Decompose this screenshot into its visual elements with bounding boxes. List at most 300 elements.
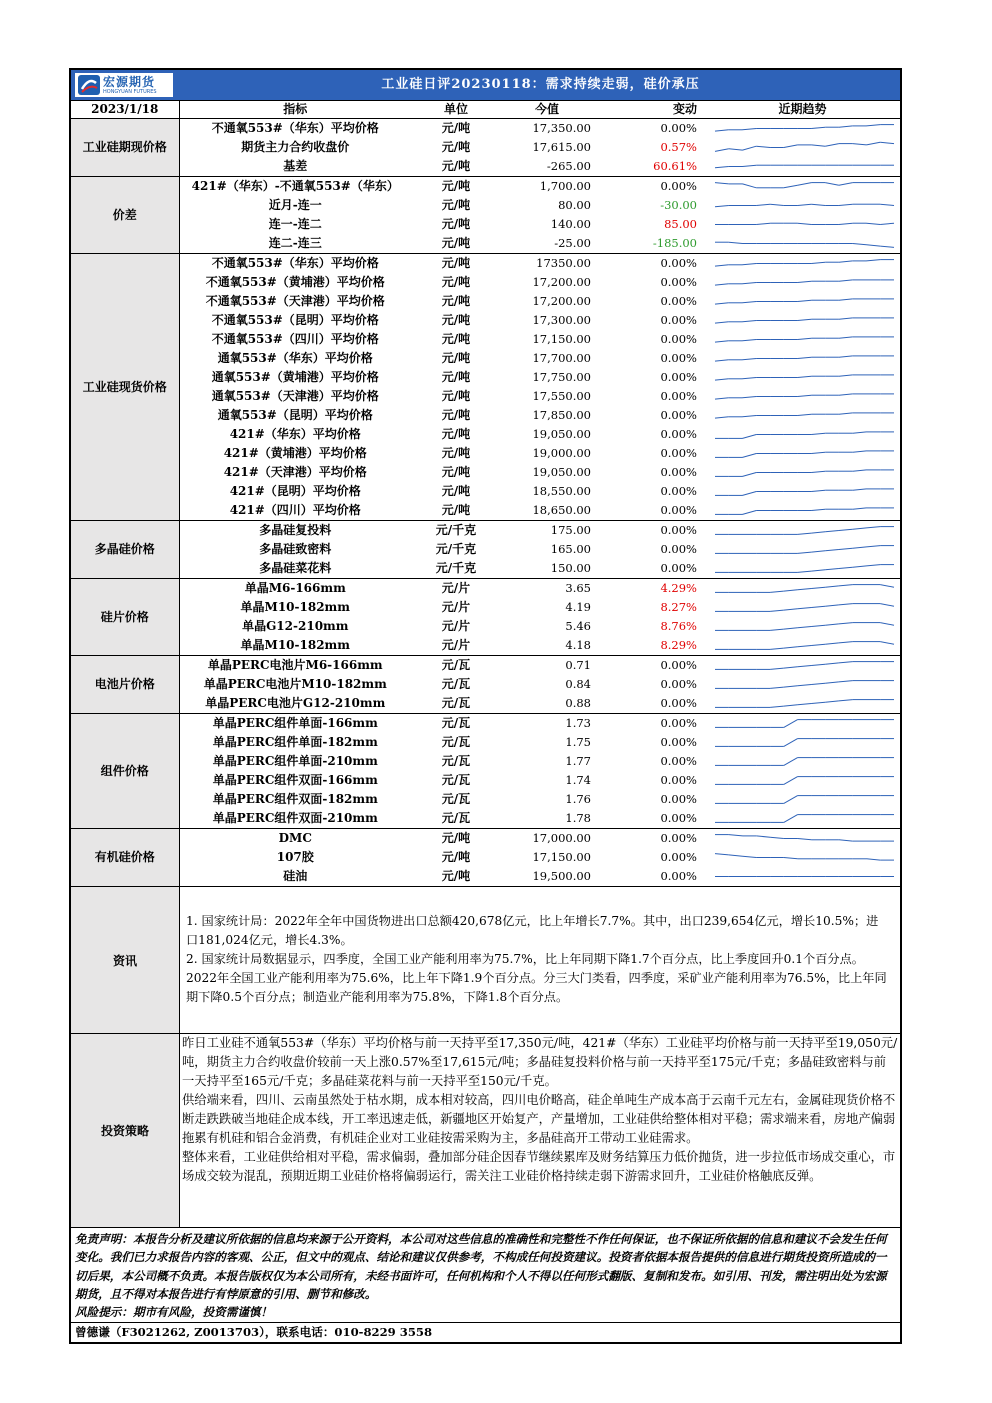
sparkline-segment xyxy=(743,416,757,417)
category-cell: 电池片价格 xyxy=(71,656,179,714)
trend-sparkline xyxy=(713,810,896,827)
change-cell: 0.00% xyxy=(660,773,697,787)
change-cell: 0.00% xyxy=(660,503,697,517)
unit-cell: 元/吨 xyxy=(441,217,471,231)
sparkline-segment xyxy=(743,146,757,150)
trend-cell xyxy=(705,387,900,406)
unit-cell: 元/吨 xyxy=(411,829,501,849)
table-row xyxy=(71,463,900,482)
sparkline-segment xyxy=(867,223,881,224)
sparkline-segment xyxy=(839,204,853,205)
value-cell: 4.19 xyxy=(565,600,591,614)
company-logo xyxy=(75,73,173,97)
trend-sparkline xyxy=(713,868,896,885)
news-label: 资讯 xyxy=(71,887,180,1033)
unit-cell: 元/瓦 xyxy=(441,811,471,825)
trend-cell xyxy=(705,694,900,714)
title-bar xyxy=(71,70,900,101)
sparkline-segment xyxy=(811,625,825,626)
sparkline-segment xyxy=(756,223,770,224)
change-cell: 0.00% xyxy=(593,119,705,139)
change-cell: 0.00% xyxy=(660,696,697,710)
indicator-cell: 单晶G12-210mm xyxy=(242,619,349,633)
sparkline-segment xyxy=(743,454,757,458)
change-cell: -185.00 xyxy=(652,236,697,250)
sparkline-segment xyxy=(839,280,853,281)
trend-cell xyxy=(705,752,900,771)
unit-cell: 元/片 xyxy=(411,579,501,599)
logo-text-en: HONGYUAN FUTURES xyxy=(103,88,157,95)
table-row xyxy=(71,330,900,349)
table-row xyxy=(71,349,900,368)
trend-sparkline xyxy=(713,483,896,500)
change-cell: -30.00 xyxy=(660,198,697,212)
trend-sparkline xyxy=(713,849,896,866)
disclaimer xyxy=(71,1227,900,1322)
sparkline-segment xyxy=(784,758,798,766)
unit-cell: 元/片 xyxy=(441,600,471,614)
value-cell: 19,050.00 xyxy=(532,427,591,441)
sparkline-segment xyxy=(743,378,757,379)
unit-cell: 元/千克 xyxy=(411,521,501,541)
trend-sparkline xyxy=(713,255,896,272)
sparkline-segment xyxy=(839,642,853,643)
table-row xyxy=(71,368,900,387)
sparkline-segment xyxy=(798,300,812,301)
sparkline-segment xyxy=(770,668,784,669)
value-cell: 17,200.00 xyxy=(532,294,591,308)
unit-cell: 元/瓦 xyxy=(411,714,501,734)
change-cell: 4.29% xyxy=(593,579,705,599)
unit-cell: 元/吨 xyxy=(441,236,471,250)
value-cell: 19,500.00 xyxy=(532,869,591,883)
table-row xyxy=(71,867,900,886)
sparkline-segment xyxy=(743,340,757,341)
trend-sparkline xyxy=(713,445,896,462)
indicator-cell: 单晶PERC组件单面-166mm xyxy=(179,714,411,734)
sparkline-segment xyxy=(811,433,825,434)
trend-cell xyxy=(705,406,900,425)
trend-sparkline xyxy=(713,407,896,424)
indicator-cell: 硅油 xyxy=(283,869,308,883)
unit-cell: 元/吨 xyxy=(441,332,471,346)
trend-cell xyxy=(705,675,900,694)
sparkline-segment xyxy=(867,125,881,126)
sparkline-segment xyxy=(867,546,881,547)
sparkline-segment xyxy=(853,489,867,490)
strategy-text xyxy=(180,1034,900,1227)
sparkline-segment xyxy=(770,687,784,688)
change-cell: 0.00% xyxy=(660,370,697,384)
category-cell: 多晶硅价格 xyxy=(71,521,179,579)
table-row xyxy=(71,196,900,215)
indicator-cell: 期货主力合约收盘价 xyxy=(241,140,350,154)
logo-text-cn: 宏源期货 xyxy=(103,74,156,89)
sparkline-segment xyxy=(825,701,839,702)
table-row xyxy=(71,733,900,752)
sparkline-segment xyxy=(784,858,798,859)
change-cell: 85.00 xyxy=(664,217,697,231)
table-row xyxy=(71,157,900,177)
strategy-paragraph: 供给端来看，四川、云南虽然处于枯水期，成本相对较高，四川电价略高，硅企单吨生产成本高于云南千元左右，金属硅现货价格不断走跌跌破当地硅企成本线，开工率迅速走低，新疆地区开始复产，产量增加，工业硅供给整体相对平稳；需求端来看，房地产偏弱拖累有机硅和铝合金消费，有机硅企业对工业硅按需采购为主，多晶硅高开工带动工业硅需求。 xyxy=(182,1093,896,1145)
sparkline-segment xyxy=(743,397,757,398)
sparkline-segment xyxy=(839,318,853,319)
trend-cell xyxy=(705,559,900,579)
table-row xyxy=(71,771,900,790)
sparkline-segment xyxy=(798,608,812,609)
trend-cell xyxy=(705,867,900,886)
sparkline-segment xyxy=(729,242,743,243)
sparkline-segment xyxy=(715,284,729,285)
change-cell: 0.00% xyxy=(660,561,697,575)
trend-cell xyxy=(705,790,900,809)
trend-cell xyxy=(705,771,900,790)
indicator-cell: 基差 xyxy=(283,159,308,173)
table-row xyxy=(71,387,900,406)
indicator-cell: 通氧553#（天津港）平均价格 xyxy=(211,389,379,403)
sparkline-segment xyxy=(811,606,825,607)
sparkline-segment xyxy=(811,127,825,128)
sparkline-segment xyxy=(715,398,729,399)
sparkline-segment xyxy=(798,533,812,534)
sparkline-segment xyxy=(743,321,757,322)
sparkline-segment xyxy=(839,529,853,530)
sparkline-segment xyxy=(811,452,825,453)
value-cell: 140.00 xyxy=(550,217,591,231)
sparkline-segment xyxy=(743,856,757,857)
sparkline-segment xyxy=(811,683,825,684)
unit-cell: 元/吨 xyxy=(411,177,501,197)
sparkline-segment xyxy=(825,682,839,683)
unit-cell: 元/吨 xyxy=(411,254,501,274)
header-date: 2023/1/18 xyxy=(71,101,179,119)
trend-sparkline xyxy=(713,830,896,847)
table-row xyxy=(71,482,900,501)
sparkline-segment xyxy=(715,379,729,380)
strategy-section xyxy=(71,1033,900,1227)
sparkline-segment xyxy=(839,394,853,395)
change-cell: 60.61% xyxy=(653,159,697,173)
value-cell: 4.18 xyxy=(565,638,591,652)
sparkline-segment xyxy=(770,629,784,630)
sparkline-segment xyxy=(784,185,798,188)
trend-cell xyxy=(705,598,900,617)
value-cell: 17,700.00 xyxy=(532,351,591,365)
sparkline-segment xyxy=(715,417,729,418)
sparkline-segment xyxy=(811,570,825,571)
indicator-cell: 421#（华东）-不通氧553#（华东） xyxy=(179,177,411,197)
sparkline-segment xyxy=(784,667,798,668)
trend-sparkline xyxy=(713,522,896,539)
sparkline-segment xyxy=(743,283,757,284)
table-row xyxy=(71,675,900,694)
sparkline-segment xyxy=(715,854,729,855)
value-cell: 0.84 xyxy=(565,677,591,691)
sparkline-segment xyxy=(784,686,798,687)
change-cell: 0.00% xyxy=(660,850,697,864)
value-cell: 17,150.00 xyxy=(532,850,591,864)
value-cell: 17,200.00 xyxy=(532,275,591,289)
sparkline-segment xyxy=(715,183,729,184)
table-row xyxy=(71,406,900,425)
sparkline-segment xyxy=(715,322,729,323)
value-cell: 3.65 xyxy=(501,579,593,599)
indicator-cell: 单晶PERC电池片G12-210mm xyxy=(205,696,386,710)
risk-warning: 风险提示：期市有风险，投资需谨慎！ xyxy=(75,1305,273,1320)
trend-cell xyxy=(705,330,900,349)
unit-cell: 元/吨 xyxy=(441,427,471,441)
change-cell: 0.00% xyxy=(660,446,697,460)
sparkline-segment xyxy=(798,357,812,358)
change-cell: 0.00% xyxy=(593,521,705,541)
value-cell: 17,750.00 xyxy=(532,370,591,384)
sparkline-segment xyxy=(839,585,853,586)
trend-sparkline xyxy=(713,216,896,233)
unit-cell: 元/吨 xyxy=(441,370,471,384)
sparkline-segment xyxy=(715,265,729,266)
contact-info: 曾德谦（F3021262, Z0013703），联系电话：010-8229 3558 xyxy=(71,1322,900,1342)
sparkline-segment xyxy=(743,302,757,303)
unit-cell: 元/吨 xyxy=(441,869,471,883)
sparkline-segment xyxy=(839,700,853,701)
indicator-cell: 单晶PERC组件单面-210mm xyxy=(212,754,378,768)
sparkline-segment xyxy=(784,815,798,823)
table-row xyxy=(71,177,900,197)
sparkline-segment xyxy=(784,796,798,804)
trend-cell xyxy=(705,349,900,368)
sparkline-segment xyxy=(798,589,812,590)
sparkline-segment xyxy=(798,376,812,377)
indicator-cell: 421#（黄埔港）平均价格 xyxy=(223,446,367,460)
sparkline-segment xyxy=(798,395,812,396)
category-cell: 价差 xyxy=(71,177,179,254)
sparkline-segment xyxy=(715,130,729,131)
value-cell: -25.00 xyxy=(554,236,591,250)
unit-cell: 元/瓦 xyxy=(441,735,471,749)
table-row xyxy=(71,292,900,311)
change-cell: 8.29% xyxy=(660,638,697,652)
trend-cell xyxy=(705,809,900,829)
unit-cell: 元/瓦 xyxy=(441,792,471,806)
unit-cell: 元/吨 xyxy=(441,408,471,422)
value-cell: 1.73 xyxy=(501,714,593,734)
sparkline-segment xyxy=(880,585,894,588)
sparkline-segment xyxy=(867,527,881,528)
trend-sparkline xyxy=(713,753,896,770)
unit-cell: 元/吨 xyxy=(441,159,471,173)
sparkline-segment xyxy=(770,837,784,838)
sparkline-segment xyxy=(715,303,729,304)
sparkline-segment xyxy=(811,262,825,263)
sparkline-segment xyxy=(867,260,881,261)
value-cell: 150.00 xyxy=(550,561,591,575)
indicator-cell: 不通氧553#（黄埔港）平均价格 xyxy=(205,275,385,289)
sparkline-segment xyxy=(784,590,798,591)
indicator-cell: 单晶PERC组件双面-182mm xyxy=(212,792,378,806)
trend-sparkline xyxy=(713,293,896,310)
trend-sparkline xyxy=(713,120,896,137)
sparkline-segment xyxy=(715,360,729,361)
sparkline-segment xyxy=(811,702,825,703)
change-cell: 0.00% xyxy=(660,294,697,308)
table-row xyxy=(71,138,900,157)
unit-cell: 元/吨 xyxy=(441,140,471,154)
sparkline-segment xyxy=(853,451,867,452)
sparkline-segment xyxy=(784,628,798,629)
sparkline-segment xyxy=(839,662,853,663)
news-text xyxy=(180,887,900,1033)
value-cell: 1.77 xyxy=(565,754,591,768)
trend-sparkline xyxy=(713,331,896,348)
value-cell: 0.88 xyxy=(565,696,591,710)
sparkline-segment xyxy=(798,666,812,667)
trend-cell xyxy=(705,273,900,292)
sparkline-segment xyxy=(798,223,812,224)
sparkline-segment xyxy=(798,319,812,320)
indicator-cell: 不通氧553#（天津港）平均价格 xyxy=(205,294,385,308)
trend-sparkline xyxy=(713,560,896,577)
unit-cell: 元/吨 xyxy=(441,351,471,365)
unit-cell: 元/吨 xyxy=(441,198,471,212)
sparkline-segment xyxy=(853,144,867,145)
table-row xyxy=(71,425,900,444)
sparkline-segment xyxy=(784,145,798,148)
sparkline-segment xyxy=(811,551,825,552)
sparkline-segment xyxy=(811,587,825,588)
header-trend: 近期趋势 xyxy=(705,101,900,119)
trend-cell xyxy=(705,157,900,177)
table-row xyxy=(71,521,900,541)
indicator-cell: 421#（昆明）平均价格 xyxy=(229,484,361,498)
sparkline-segment xyxy=(867,565,881,566)
sparkline-segment xyxy=(784,647,798,648)
change-cell: 0.00% xyxy=(660,313,697,327)
sparkline-segment xyxy=(853,528,867,529)
header-unit: 单位 xyxy=(411,101,501,119)
sparkline-segment xyxy=(715,206,729,207)
table-row xyxy=(71,444,900,463)
sparkline-segment xyxy=(743,184,757,188)
value-cell: 1.74 xyxy=(565,773,591,787)
indicator-cell: 421#（天津港）平均价格 xyxy=(223,465,367,479)
unit-cell: 元/瓦 xyxy=(441,754,471,768)
sparkline-segment xyxy=(825,624,839,625)
sparkline-segment xyxy=(770,706,784,707)
value-cell: 17,350.00 xyxy=(501,119,593,139)
sparkline-segment xyxy=(839,356,853,357)
sparkline-segment xyxy=(867,142,881,145)
trend-cell xyxy=(705,311,900,330)
trend-cell xyxy=(705,463,900,482)
table-row xyxy=(71,848,900,867)
indicator-cell: 通氧553#（昆明）平均价格 xyxy=(217,408,373,422)
value-cell: 165.00 xyxy=(550,542,591,556)
sparkline-segment xyxy=(839,299,853,300)
sparkline-segment xyxy=(798,627,812,628)
unit-cell: 元/千克 xyxy=(435,542,477,556)
sparkline-segment xyxy=(853,432,867,433)
strategy-paragraph: 整体来看，工业硅供给相对平稳，需求偏弱，叠加部分硅企因春节继续累库及财务结算压力低价抛货，进一步拉低市场成交重心，市场成交较为混乱，预期近期工业硅价格将偏弱运行，需关注工业硅价格持续走弱下游需求回升，工业硅价格触底反弹。 xyxy=(182,1150,896,1183)
table-row xyxy=(71,752,900,771)
trend-cell xyxy=(705,425,900,444)
unit-cell: 元/吨 xyxy=(441,465,471,479)
table-row xyxy=(71,617,900,636)
trend-cell xyxy=(705,501,900,521)
trend-cell xyxy=(705,656,900,676)
sparkline-segment xyxy=(853,566,867,567)
value-cell: 80.00 xyxy=(558,198,591,212)
sparkline-segment xyxy=(811,204,825,205)
unit-cell: 元/瓦 xyxy=(441,773,471,787)
trend-sparkline xyxy=(713,715,896,732)
change-cell: 0.00% xyxy=(660,869,697,883)
value-cell: 1.78 xyxy=(565,811,591,825)
trend-cell xyxy=(705,138,900,157)
change-cell: 0.00% xyxy=(660,677,697,691)
value-cell: 17,000.00 xyxy=(501,829,593,849)
category-cell: 工业硅期现价格 xyxy=(71,119,179,177)
sparkline-segment xyxy=(756,836,770,837)
sparkline-segment xyxy=(825,531,839,532)
trend-sparkline xyxy=(713,618,896,635)
value-cell: 19,000.00 xyxy=(532,446,591,460)
trend-sparkline xyxy=(713,178,896,195)
trend-cell xyxy=(705,579,900,599)
table-row xyxy=(71,311,900,330)
indicator-cell: 连二-连三 xyxy=(268,236,322,250)
indicator-cell: 单晶PERC电池片M6-166mm xyxy=(179,656,411,676)
change-cell: 8.27% xyxy=(660,600,697,614)
sparkline-segment xyxy=(839,261,853,262)
sparkline-segment xyxy=(839,223,853,224)
table-row xyxy=(71,636,900,656)
sparkline-segment xyxy=(839,681,853,682)
sparkline-segment xyxy=(770,591,784,592)
table-row xyxy=(71,254,900,274)
unit-cell: 元/吨 xyxy=(441,503,471,517)
strategy-label: 投资策略 xyxy=(71,1034,180,1227)
trend-sparkline xyxy=(713,772,896,789)
unit-cell: 元/吨 xyxy=(441,389,471,403)
change-cell: 0.00% xyxy=(593,254,705,274)
trend-sparkline xyxy=(713,235,896,252)
table-row xyxy=(71,579,900,599)
sparkline-segment xyxy=(853,508,867,509)
sparkline-segment xyxy=(798,281,812,282)
unit-cell: 元/吨 xyxy=(441,484,471,498)
unit-cell: 元/片 xyxy=(441,638,471,652)
trend-sparkline xyxy=(713,158,896,175)
sparkline-segment xyxy=(798,839,812,840)
sparkline-segment xyxy=(825,550,839,551)
trend-sparkline xyxy=(713,502,896,519)
indicator-cell: 单晶PERC组件双面-210mm xyxy=(212,811,378,825)
sparkline-segment xyxy=(743,435,757,439)
change-cell: 0.00% xyxy=(660,465,697,479)
indicator-cell: 单晶PERC组件单面-182mm xyxy=(212,735,378,749)
table-row xyxy=(71,234,900,254)
header-change: 变动 xyxy=(593,101,705,119)
table-row xyxy=(71,119,900,139)
sparkline-segment xyxy=(825,663,839,664)
sparkline-segment xyxy=(880,246,894,247)
trend-sparkline xyxy=(713,464,896,481)
sparkline-segment xyxy=(715,167,729,168)
unit-cell: 元/瓦 xyxy=(441,677,471,691)
value-cell: 0.71 xyxy=(501,656,593,676)
sparkline-segment xyxy=(770,648,784,649)
sparkline-segment xyxy=(798,685,812,686)
